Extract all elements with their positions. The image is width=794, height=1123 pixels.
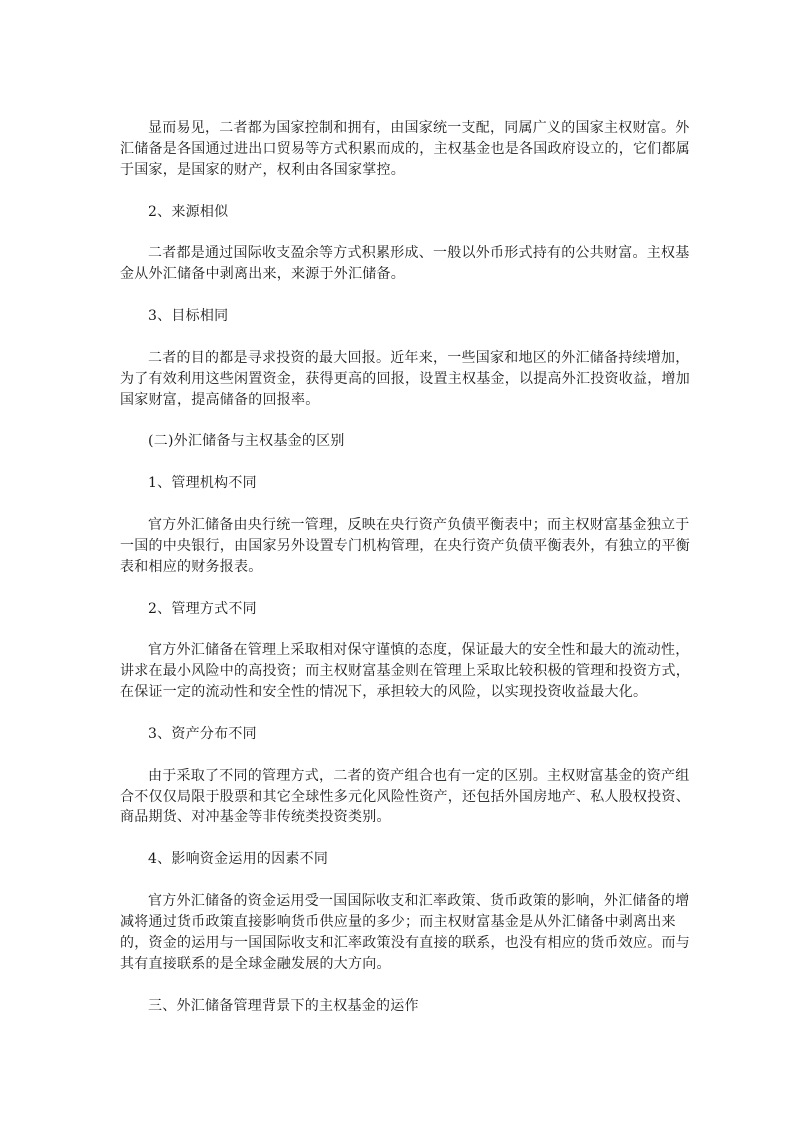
section-heading: 3、资产分布不同 — [148, 725, 257, 742]
paragraph-line: 汇储备是各国通过进出口贸易等方式积累而成的，主权基金也是各国政府设立的，它们都属 — [120, 140, 690, 157]
section-heading: 2、管理方式不同 — [148, 600, 257, 617]
paragraph-line: 的，资金的运用与一国国际收支和汇率政策没有直接的联系，也没有相应的货币效应。而与 — [120, 934, 690, 951]
paragraph-line: 于国家，是国家的财产，权利由各国家掌控。 — [120, 161, 405, 178]
paragraph-line: 官方外汇储备由央行统一管理，反映在央行资产负债平衡表中；而主权财富基金独立于 — [148, 516, 690, 533]
paragraph — [120, 640, 694, 703]
paragraph-line: 二者的目的都是寻求投资的最大回报。近年来，一些国家和地区的外汇储备持续增加， — [148, 349, 690, 366]
section-heading: (二)外汇储备与主权基金的区别 — [148, 433, 345, 450]
paragraph-line: 为了有效利用这些闲置资金，获得更高的回报，设置主权基金，以提高外汇投资收益，增加 — [120, 370, 690, 387]
section-heading: 4、影响资金运用的因素不同 — [148, 851, 329, 868]
section-heading: 1、管理机构不同 — [148, 475, 257, 492]
paragraph-line: 在保证一定的流动性和安全性的情况下，承担较大的风险，以实现投资收益最大化。 — [120, 684, 648, 701]
paragraph-line: 金从外汇储备中剥离出来，来源于外汇储备。 — [120, 266, 405, 283]
section-heading: 2、来源相似 — [148, 203, 229, 220]
paragraph — [120, 766, 694, 829]
paragraph-line: 一国的中央银行，由国家另外设置专门机构管理，在央行资产负债平衡表外，有独立的平衡 — [120, 537, 690, 554]
paragraph-line: 显而易见，二者都为国家控制和拥有，由国家统一支配，同属广义的国家主权财富。外 — [148, 120, 690, 136]
paragraph — [120, 243, 694, 285]
section-heading: 3、目标相同 — [148, 308, 229, 325]
paragraph-line: 商品期货、对冲基金等非传统类投资类别。 — [120, 809, 391, 826]
paragraph-line: 国家财富，提高储备的回报率。 — [120, 391, 320, 408]
section-heading: 三、外汇储备管理背景下的主权基金的运作 — [148, 997, 419, 1014]
document-page — [120, 118, 694, 1037]
paragraph-line: 二者都是通过国际收支盈余等方式积累形成、一般以外币形式持有的公共财富。主权基 — [148, 245, 690, 262]
paragraph — [120, 348, 694, 411]
paragraph-line: 官方外汇储备的资金运用受一国国际收支和汇率政策、货币政策的影响，外汇储备的增 — [148, 893, 690, 910]
paragraph-line: 由于采取了不同的管理方式，二者的资产组合也有一定的区别。主权财富基金的资产组 — [148, 767, 690, 784]
paragraph — [120, 515, 694, 578]
paragraph-line: 官方外汇储备在管理上采取相对保守谨慎的态度，保证最大的安全性和最大的流动性， — [148, 642, 690, 659]
paragraph — [120, 891, 694, 975]
paragraph-line: 其有直接联系的是全球金融发展的大方向。 — [120, 955, 391, 972]
paragraph-line: 合不仅仅局限于股票和其它全球性多元化风险性资产，还包括外国房地产、私人股权投资、 — [120, 788, 690, 805]
paragraph-line: 表和相应的财务报表。 — [120, 558, 263, 575]
paragraph — [120, 118, 694, 181]
paragraph-line: 讲求在最小风险中的高投资；而主权财富基金则在管理上采取比较积极的管理和投资方式， — [120, 663, 690, 680]
paragraph-line: 减将通过货币政策直接影响货币供应量的多少；而主权财富基金是从外汇储备中剥离出来 — [120, 913, 676, 930]
